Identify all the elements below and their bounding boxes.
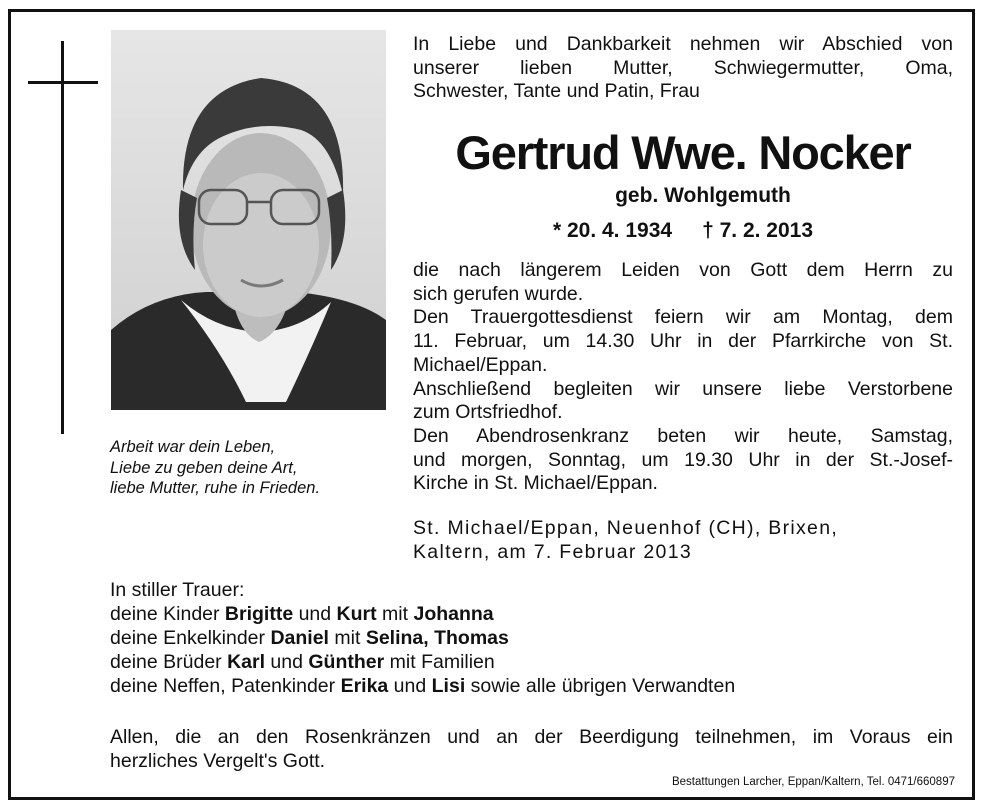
death-date: † 7. 2. 2013 <box>702 219 814 242</box>
mourner-text: mit <box>376 603 414 625</box>
mourner-name: Karl <box>227 651 266 673</box>
mourner-text: und <box>293 603 337 625</box>
mourner-name: Lisi <box>431 675 466 697</box>
mourner-text: deine Neffen, Patenkinder <box>110 675 341 697</box>
portrait-photo <box>111 30 386 410</box>
birth-date: * 20. 4. 1934 <box>552 219 673 242</box>
birth-name: geb. Wohlgemuth <box>615 184 791 207</box>
quote-line: liebe Mutter, ruhe in Frieden. <box>110 479 321 497</box>
body-line: zum Ortsfriedhof. <box>413 401 563 424</box>
mourners-line-grandchildren <box>110 626 950 650</box>
place-and-date <box>413 517 953 564</box>
undertaker-contact: Bestattungen Larcher, Eppan/Kaltern, Tel. 0471/660897 <box>671 776 955 788</box>
mourner-name: Selina, Thomas <box>365 627 509 649</box>
thanks-text <box>110 725 953 773</box>
mourner-text: deine Brüder <box>110 651 228 673</box>
body-line: Kirche in St. Michael/Eppan. <box>413 472 658 495</box>
cross-icon-bar <box>28 81 98 84</box>
mourner-text: deine Enkelkinder <box>110 627 271 649</box>
intro-line: In Liebe und Dankbarkeit nehmen wir Abschied von <box>413 33 953 55</box>
mourner-text: und <box>388 675 432 697</box>
life-dates <box>413 219 953 243</box>
body-line: 11. Februar, um 14.30 Uhr in der Pfarrkirche von St. <box>413 330 953 353</box>
mourner-name: Kurt <box>336 603 377 625</box>
body-line: Anschließend begleiten wir unsere liebe Verstorbene <box>413 377 953 400</box>
mourners-list <box>110 578 950 698</box>
mourner-text: mit Familien <box>384 651 495 673</box>
mourners-heading: In stiller Trauer: <box>110 579 245 601</box>
mourner-name: Brigitte <box>224 603 294 625</box>
quote-line: Arbeit war dein Leben, <box>110 438 276 456</box>
intro-line: unserer lieben Mutter, Schwiegermutter, Oma, <box>413 56 953 79</box>
mourner-name: Daniel <box>270 627 329 649</box>
intro-line: Schwester, Tante und Patin, Frau <box>413 80 700 103</box>
place-line: Kaltern, am 7. Februar 2013 <box>413 540 692 563</box>
quote-line: Liebe zu geben deine Art, <box>110 458 298 477</box>
body-line: und morgen, Sonntag, um 19.30 Uhr in der St.-Josef- <box>413 448 953 471</box>
mourners-line-brothers <box>110 650 950 674</box>
body-line: sich gerufen wurde. <box>413 282 584 305</box>
body-line: Den Abendrosenkranz beten wir heute, Samstag, <box>413 424 953 447</box>
body-line: Michael/Eppan. <box>413 353 548 376</box>
place-line: St. Michael/Eppan, Neuenhof (CH), Brixen, <box>413 517 839 539</box>
mourner-name: Johanna <box>413 603 494 625</box>
mourner-text: und <box>265 651 309 673</box>
thanks-line: Allen, die an den Rosenkränzen und an der Beerdigung teilnehmen, im Voraus ein <box>110 726 953 748</box>
mourner-name: Erika <box>340 675 389 697</box>
mourner-text: deine Kinder <box>110 603 225 625</box>
memorial-quote <box>110 437 390 499</box>
deceased-name: Gertrud Wwe. Nocker <box>455 126 911 179</box>
mourner-name: Günther <box>308 651 385 673</box>
cross-icon <box>61 41 64 434</box>
intro-text <box>413 33 953 104</box>
mourner-text: sowie alle übrigen Verwandten <box>465 675 736 697</box>
mourner-text: mit <box>328 627 366 649</box>
mourners-line-children <box>110 602 950 626</box>
body-line: die nach längerem Leiden von Gott dem Herrn zu <box>413 259 953 281</box>
mourners-line-nephews <box>110 674 950 698</box>
thanks-line: herzliches Vergelt's Gott. <box>110 750 326 772</box>
body-line: Den Trauergottesdienst feiern wir am Montag, dem <box>413 306 953 329</box>
announcement-text <box>413 259 953 496</box>
